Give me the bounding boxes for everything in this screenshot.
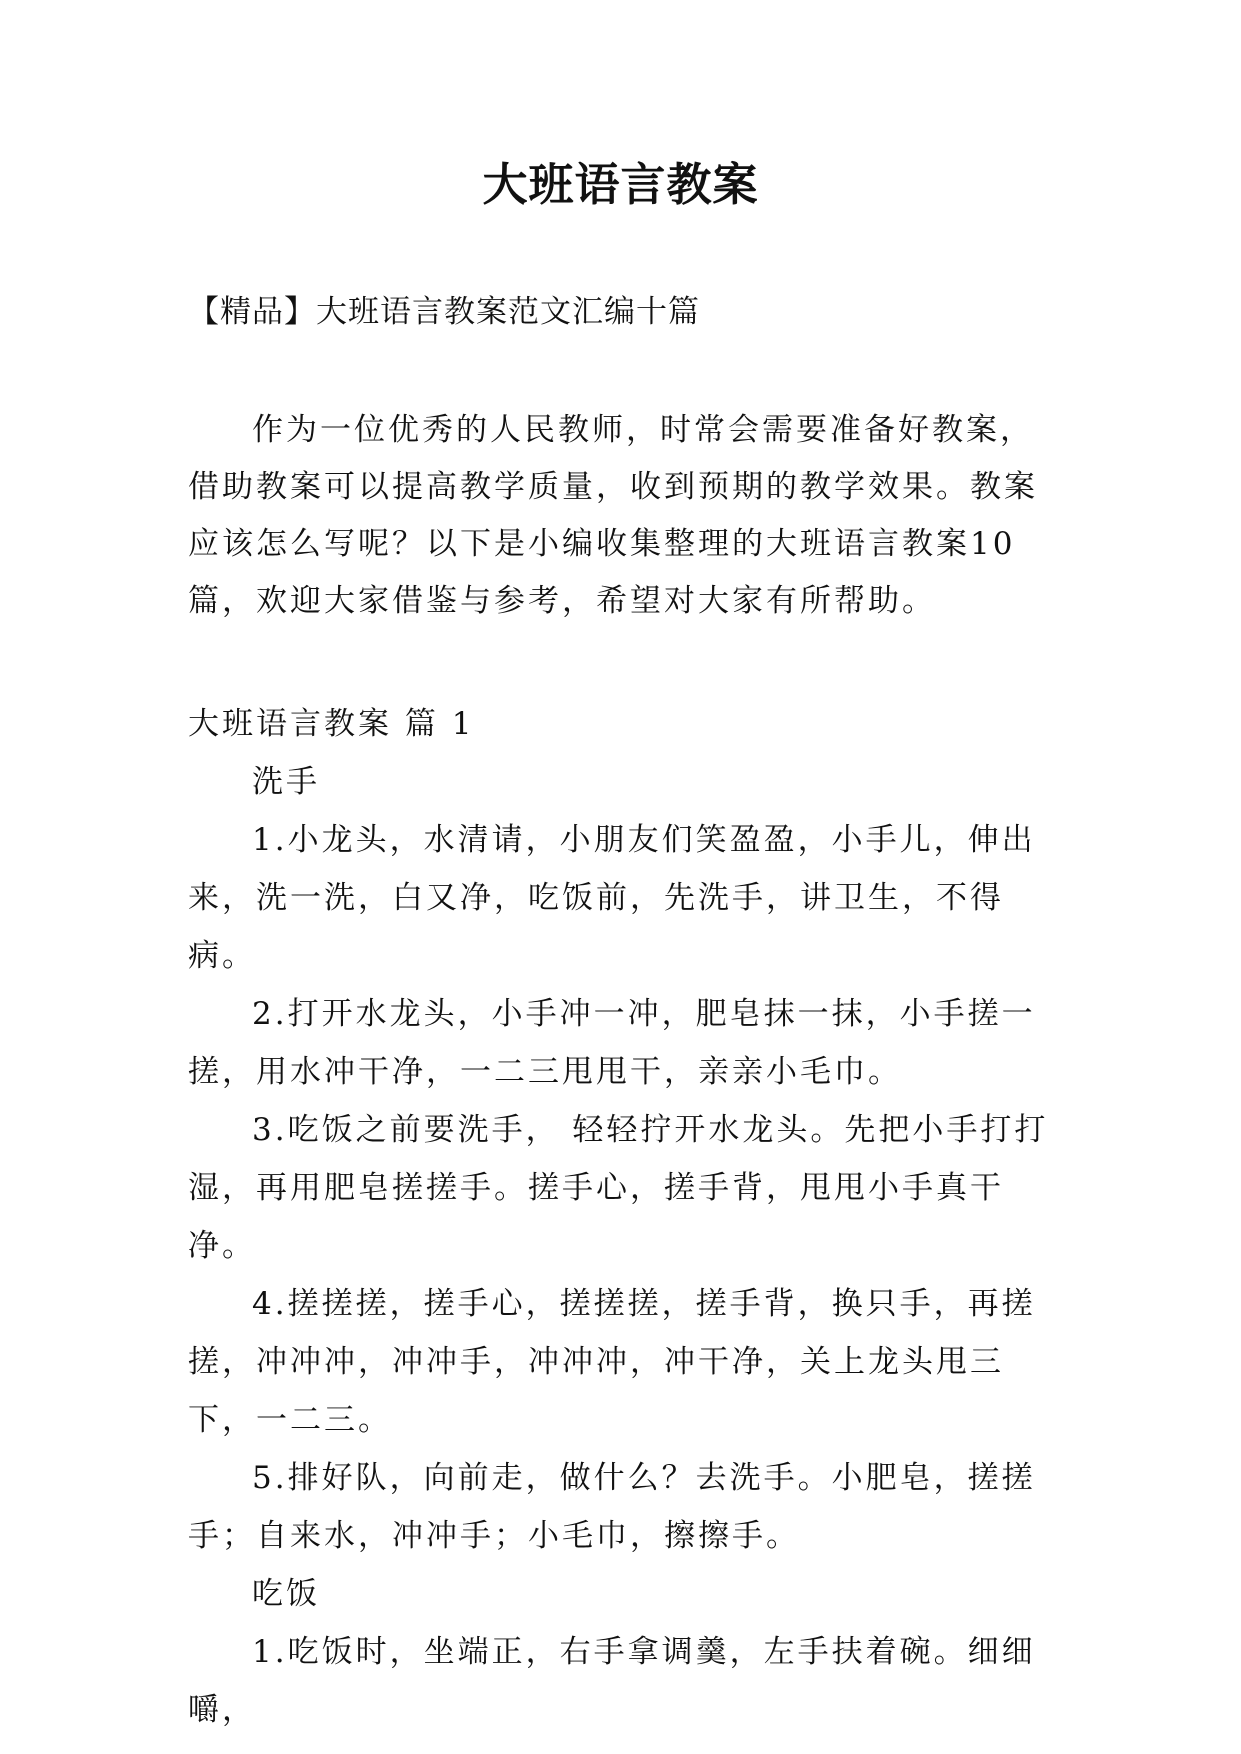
lesson-content — [188, 695, 1058, 1739]
document-title: 大班语言教案 — [482, 158, 759, 211]
subsection-heading-eating: 吃饭 — [252, 1576, 320, 1612]
paragraph: 2.打开水龙头，小手冲一冲，肥皂抹一抹，小手搓一搓，用水冲干净，一二三甩甩干，亲亲小毛巾。 — [188, 996, 1036, 1090]
subsection-heading-wash-hands: 洗手 — [252, 764, 320, 800]
paragraph: 1.小龙头，水清请，小朋友们笑盈盈，小手儿，伸出来，洗一洗，白又净，吃饭前，先洗手，讲卫生，不得病。 — [188, 822, 1036, 974]
paragraph: 4.搓搓搓，搓手心，搓搓搓，搓手背，换只手，再搓搓，冲冲冲，冲冲手，冲冲冲，冲干净，关上龙头甩三下，一二三。 — [188, 1286, 1036, 1438]
intro-paragraph: 作为一位优秀的人民教师，时常会需要准备好教案，借助教案可以提高教学质量，收到预期的教学效果。教案应该怎么写呢？以下是小编收集整理的大班语言教案10篇，欢迎大家借鉴与参考，希望对大家有所帮助。 — [188, 412, 1038, 619]
paragraph: 5.排好队，向前走，做什么？去洗手。小肥皂，搓搓手；自来水，冲冲手；小毛巾，擦擦手。 — [188, 1460, 1036, 1554]
paragraph: 1.吃饭时，坐端正，右手拿调羹，左手扶着碗。细细嚼， — [188, 1634, 1036, 1728]
intro-section — [188, 402, 1058, 630]
document-subtitle: 【精品】大班语言教案范文汇编十篇 — [188, 294, 700, 330]
paragraph: 3.吃饭之前要洗手， 轻轻拧开水龙头。先把小手打打湿，再用肥皂搓搓手。搓手心，搓手背，甩甩小手真干净。 — [188, 1112, 1049, 1264]
section-heading: 大班语言教案 篇 1 — [188, 706, 475, 742]
